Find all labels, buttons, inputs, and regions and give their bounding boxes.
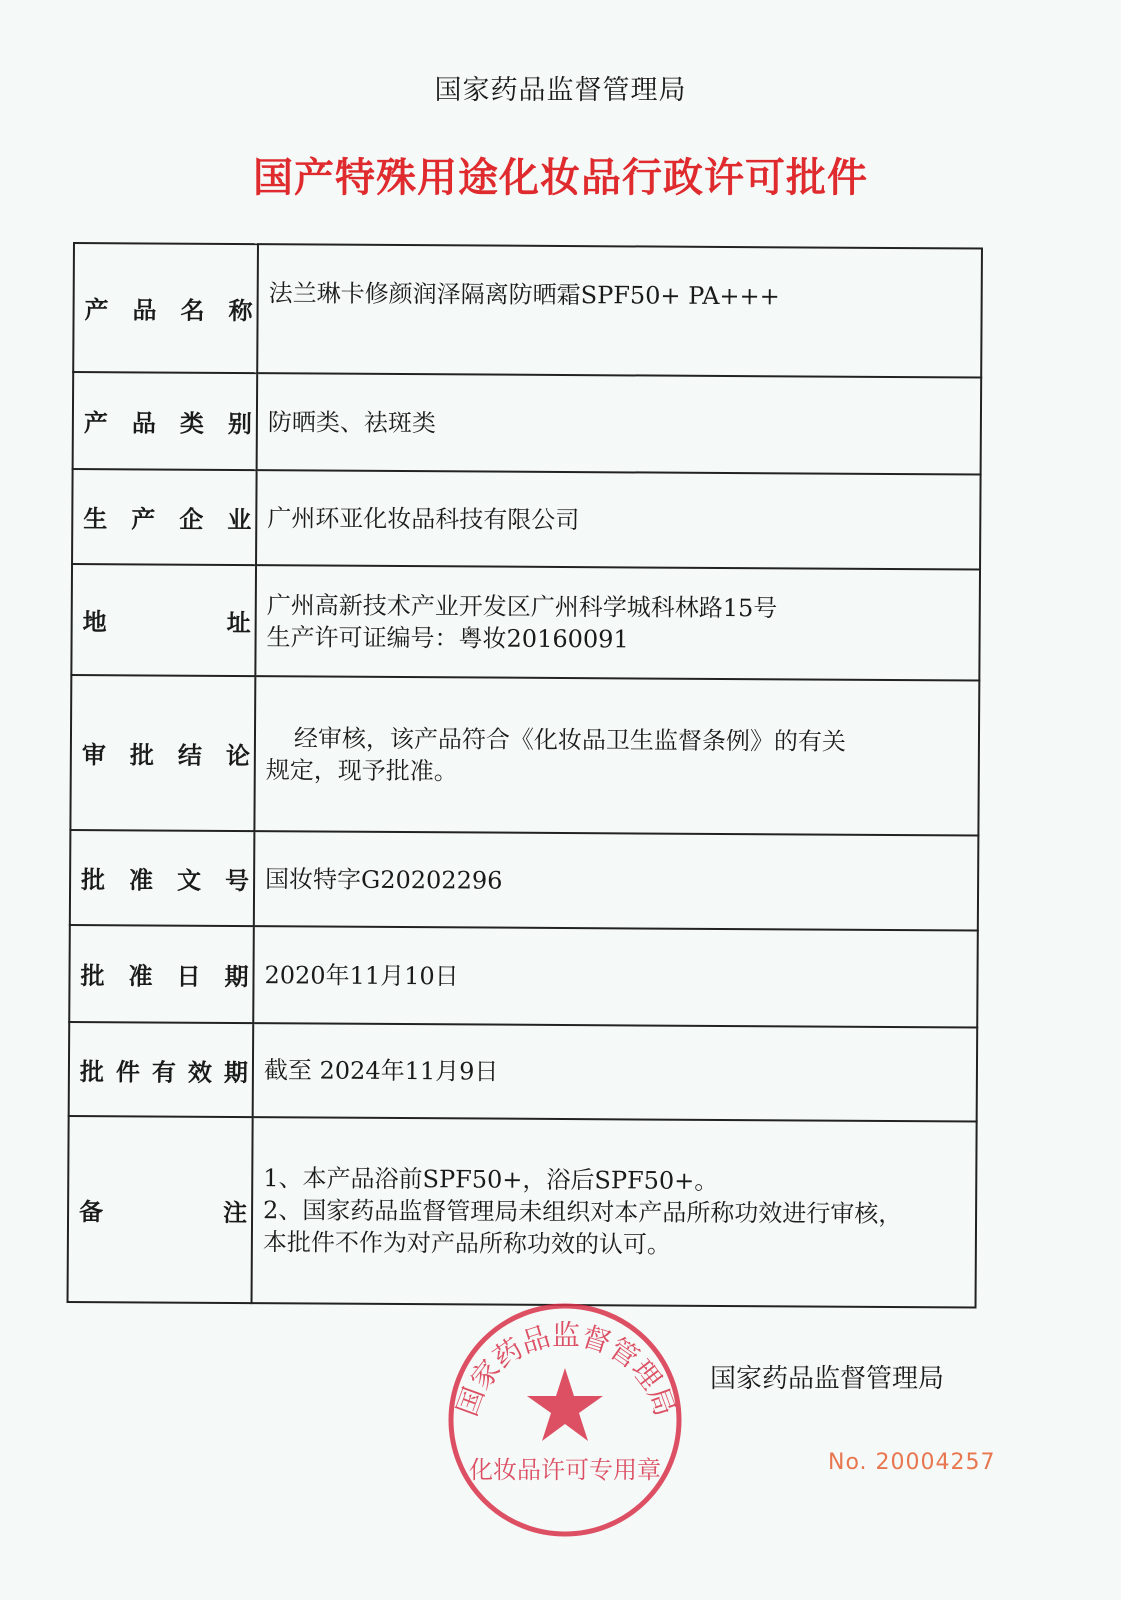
label-char: 结 — [177, 741, 202, 770]
label-char: 批 — [79, 1057, 105, 1086]
label-char: 期 — [223, 1058, 249, 1087]
label-char: 批 — [129, 741, 154, 770]
label-approval-number — [70, 830, 255, 926]
row-validity — [69, 1022, 978, 1122]
value-category: 防晒类、祛斑类 — [257, 373, 982, 474]
seal-inner-text: 化妆品许可专用章 — [469, 1456, 661, 1484]
row-conclusion — [70, 675, 979, 836]
value-approval-number: 国妆特字G20202296 — [254, 831, 979, 930]
remark-line: 2、国家药品监督管理局未组织对本产品所称功效进行审核， — [263, 1196, 903, 1229]
remark-line: 本批件不作为对产品所称功效的认可。 — [262, 1228, 671, 1259]
label-char: 址 — [226, 608, 251, 638]
label-char: 品 — [131, 409, 156, 438]
label-char: 别 — [227, 409, 252, 439]
label-char: 注 — [222, 1198, 248, 1227]
label-char: 准 — [129, 866, 154, 895]
label-category — [73, 372, 258, 470]
official-seal — [445, 1300, 685, 1540]
label-char: 企 — [179, 505, 204, 534]
label-char: 品 — [132, 296, 157, 325]
label-address — [71, 564, 256, 676]
label-char: 类 — [179, 409, 204, 438]
label-char: 效 — [187, 1058, 213, 1087]
conclusion-line: 经审核，该产品符合《化妆品卫生监督条例》的有关 — [293, 723, 847, 756]
label-char: 批 — [81, 866, 106, 895]
row-product-name — [73, 243, 982, 378]
row-category — [73, 372, 982, 475]
star-icon — [527, 1368, 603, 1441]
remark-line: 1、本产品浴前SPF50+，浴后SPF50+。 — [263, 1164, 719, 1195]
address-line: 广州高新技术产业开发区广州科学城科林路15号 — [266, 590, 778, 622]
label-char: 备 — [78, 1197, 104, 1226]
label-char: 准 — [128, 962, 153, 991]
value-conclusion — [254, 676, 979, 835]
label-approval-date — [69, 925, 254, 1023]
label-char: 产 — [131, 505, 156, 534]
label-validity — [69, 1022, 254, 1117]
document-title: 国产特殊用途化妆品行政许可批件 — [253, 154, 868, 201]
label-char: 生 — [83, 505, 108, 534]
value-validity: 截至 2024年11月9日 — [253, 1023, 978, 1121]
label-char: 批 — [80, 962, 105, 991]
value-manufacturer: 广州环亚化妆品科技有限公司 — [256, 470, 981, 569]
label-char: 期 — [224, 962, 249, 992]
label-product-name — [73, 243, 258, 373]
label-char: 文 — [177, 866, 202, 895]
row-remarks — [68, 1116, 977, 1308]
conclusion-line: 规定，现予批准。 — [265, 755, 458, 785]
label-char: 称 — [228, 296, 253, 326]
permit-table — [67, 242, 983, 1309]
label-char: 号 — [225, 866, 250, 896]
label-char: 审 — [81, 741, 106, 770]
label-char: 业 — [227, 505, 252, 535]
label-conclusion — [70, 675, 255, 831]
label-char: 产 — [84, 296, 109, 325]
row-approval-number — [70, 830, 979, 931]
serial-number: No. 20004257 — [828, 1450, 996, 1475]
agency-header: 国家药品监督管理局 — [434, 75, 687, 106]
row-address — [71, 564, 980, 681]
row-approval-date — [69, 925, 978, 1028]
label-char: 名 — [180, 296, 205, 325]
seal-outer-text: 国家药品监督管理局 — [450, 1318, 682, 1421]
value-approval-date: 2020年11月10日 — [253, 926, 978, 1027]
row-manufacturer — [72, 469, 981, 570]
value-product-name: 法兰琳卡修颜润泽隔离防晒霜SPF50+ PA+++ — [257, 244, 982, 377]
license-number: 生产许可证编号：粤妆20160091 — [266, 622, 629, 653]
label-char: 地 — [82, 608, 107, 637]
value-remarks — [252, 1117, 977, 1307]
label-char: 论 — [225, 741, 250, 771]
label-char: 产 — [83, 409, 108, 438]
issuer-name: 国家药品监督管理局 — [710, 1364, 945, 1394]
label-remarks — [68, 1116, 253, 1303]
label-char: 有 — [151, 1057, 177, 1087]
label-char: 件 — [115, 1057, 141, 1086]
value-address — [255, 565, 980, 680]
label-char: 日 — [176, 962, 201, 991]
label-manufacturer — [72, 469, 257, 565]
